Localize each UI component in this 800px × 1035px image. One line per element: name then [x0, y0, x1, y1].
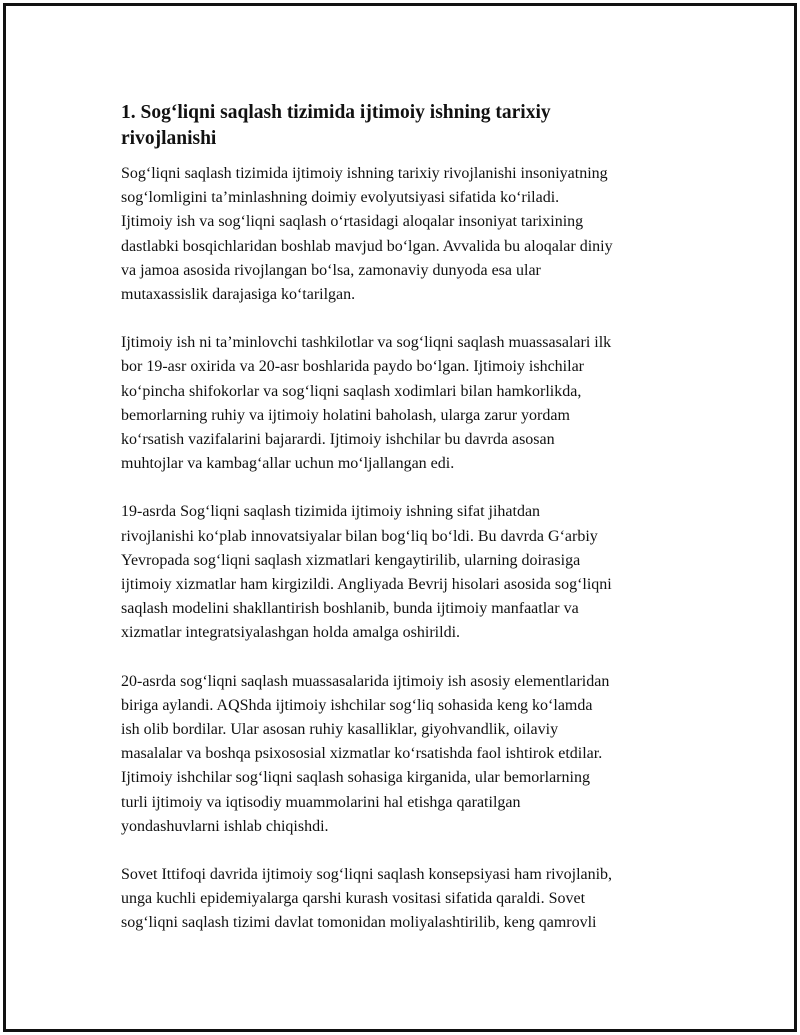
text-line: 19-asrda Sog‘liqni saqlash tizimida ijtimoiy ishning sifat jihatdan — [121, 503, 541, 521]
text-line: unga kuchli epidemiyalarga qarshi kurash vositasi sifatida qaraldi. Sovet — [121, 890, 586, 908]
section-heading — [121, 100, 696, 152]
text-line: Sovet Ittifoqi davrida ijtimoiy sog‘liqni saqlash konsepsiyasi ham rivojlanib, — [121, 866, 613, 884]
text-line: sog‘lomligini ta’minlashning doimiy evolyutsiyasi sifatida ko‘riladi. — [121, 189, 560, 207]
text-line: bor 19-asr oxirida va 20-asr boshlarida paydo bo‘lgan. Ijtimoiy ishchilar — [121, 358, 584, 376]
text-line: ish olib bordilar. Ular asosan ruhiy kasalliklar, giyohvandlik, oilaviy — [121, 721, 559, 739]
text-line: 20-asrda sog‘liqni saqlash muassasalarida ijtimoiy ish asosiy elementlaridan — [121, 672, 610, 690]
text-line: saqlash modelini shakllantirish boshlanib, bunda ijtimoiy manfaatlar va — [121, 600, 579, 618]
text-line: muhtojlar va kambag‘allar uchun mo‘ljallangan edi. — [121, 455, 455, 473]
text-line: xizmatlar integratsiyalashgan holda amalga oshirildi. — [121, 624, 461, 642]
text-line: Yevropada sog‘liqni saqlash xizmatlari kengaytirilib, ularning doirasiga — [121, 551, 581, 569]
heading-line: rivojlanishi — [121, 128, 217, 149]
paragraph-5 — [121, 863, 696, 936]
text-line: Ijtimoiy ish va sog‘liqni saqlash o‘rtasidagi aloqalar insoniyat tarixining — [121, 213, 584, 231]
paragraph-4 — [121, 670, 696, 839]
paragraph-1 — [121, 162, 696, 307]
heading-line: 1. Sog‘liqni saqlash tizimida ijtimoiy ishning tarixiy — [121, 102, 551, 123]
text-line: Sog‘liqni saqlash tizimida ijtimoiy ishning tarixiy rivojlanishi insoniyatning — [121, 165, 608, 182]
text-line: biriga aylandi. AQShda ijtimoiy ishchilar sog‘liq sohasida keng ko‘lamda — [121, 696, 593, 714]
text-line: va jamoa asosida rivojlangan bo‘lsa, zamonaviy dunyoda esa ular — [121, 261, 541, 279]
text-line: rivojlanishi ko‘plab innovatsiyalar bilan bog‘liq bo‘ldi. Bu davrda G‘arbiy — [121, 527, 598, 545]
text-line: mutaxassislik darajasiga ko‘tarilgan. — [121, 286, 356, 304]
text-line: Ijtimoiy ishchilar sog‘liqni saqlash sohasiga kirganida, ular bemorlarning — [121, 769, 590, 787]
text-line: yondashuvlarni ishlab chiqishdi. — [121, 817, 329, 835]
text-line: bemorlarning ruhiy va ijtimoiy holatini baholash, ularga zarur yordam — [121, 406, 570, 424]
paragraph-3 — [121, 500, 696, 645]
text-line: turli ijtimoiy va iqtisodiy muammolarini hal etishga qaratilgan — [121, 793, 521, 811]
text-line: ko‘pincha shifokorlar va sog‘liqni saqlash xodimlari bilan hamkorlikda, — [121, 382, 582, 400]
page-frame — [3, 3, 797, 1032]
document-body — [121, 100, 696, 960]
text-line: Ijtimoiy ish ni ta’minlovchi tashkilotlar va sog‘liqni saqlash muassasalari ilk — [121, 334, 612, 352]
text-line: ijtimoiy xizmatlar ham kirgizildi. Angliyada Bevrij hisolari asosida sog‘liqni — [121, 576, 612, 594]
paragraph-2 — [121, 331, 696, 476]
text-line: ko‘rsatish vazifalarini bajarardi. Ijtimoiy ishchilar bu davrda asosan — [121, 431, 555, 449]
text-line: dastlabki bosqichlaridan boshlab mavjud bo‘lgan. Avvalida bu aloqalar diniy — [121, 237, 613, 255]
text-line: sog‘liqni saqlash tizimi davlat tomonidan moliyalashtirilib, keng qamrovli — [121, 914, 597, 932]
text-line: masalalar va boshqa psixososial xizmatlar ko‘rsatishda faol ishtirok etdilar. — [121, 745, 603, 763]
